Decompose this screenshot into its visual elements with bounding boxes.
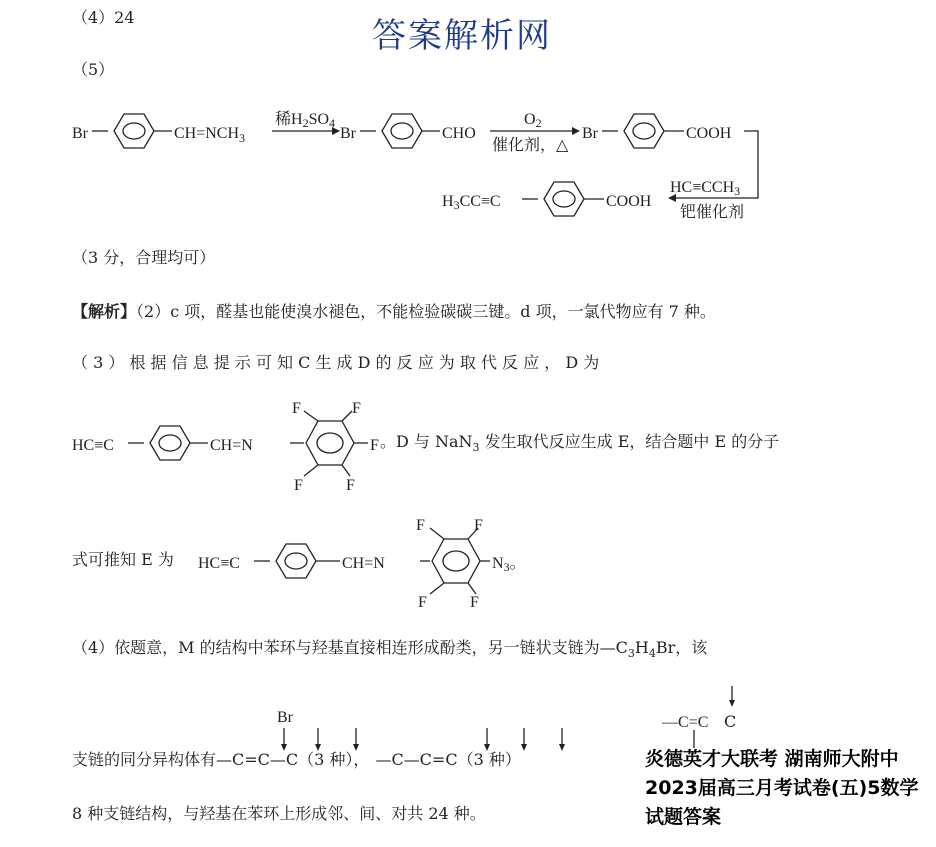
product-left: H3CC≡C: [442, 193, 501, 212]
svg-text:F: F: [470, 594, 479, 611]
benzene-ring-2: [382, 114, 422, 148]
svg-text:F: F: [418, 594, 427, 611]
svg-text:F: F: [292, 400, 301, 417]
benzene-ring-e1: [276, 544, 316, 578]
reagent-2-bottom: 催化剂，△: [492, 137, 569, 154]
reagent-3-top: HC≡CCH3: [670, 179, 741, 198]
reagent-2-top: O2: [524, 111, 542, 130]
isomer-br: Br: [277, 709, 293, 726]
perfluorophenyl-ring-d: [306, 421, 354, 465]
answer-q5: （5）: [72, 60, 115, 79]
analysis-p1-text: （2）c 项，醛基也能使溴水褪色，不能检验碳碳三键。d 项，一氯代物应有 7 种。: [136, 302, 716, 321]
e-line-prefix: 式可推知 E 为: [72, 550, 174, 569]
svg-text:F: F: [346, 477, 355, 494]
analysis-p2: （ 3 ） 根 据 信 息 提 示 可 知 C 生 成 D 的 反 应 为 取 代 反 应 ， D 为: [72, 353, 600, 372]
br-2: Br: [340, 125, 356, 142]
cooh-1: COOH: [686, 125, 732, 142]
isomer-line: 支链的同分异构体有—C=C—C（3 种）， —C—C=C（3 种）: [72, 750, 521, 769]
d-hc: HC≡C: [72, 437, 114, 454]
br-3: Br: [582, 125, 598, 142]
cooh-2: COOH: [606, 193, 652, 210]
benzene-ring-d1: [150, 426, 190, 460]
cho-group: CHO: [442, 125, 476, 142]
svg-text:F: F: [352, 400, 361, 417]
isomer-c-top: C: [724, 712, 737, 731]
perfluorophenyl-ring-e: [432, 539, 480, 583]
imine-group: $CH=NCH_3$: [174, 125, 246, 145]
e-hc: HC≡C: [198, 555, 240, 572]
svg-text:F: F: [474, 517, 483, 534]
d-tail: 。D 与 NaN$_3$ 发生取代反应生成 E，结合题中 E 的分子: [380, 432, 780, 455]
score-note: （3 分，合理均可）: [72, 248, 216, 267]
analysis-p4: （4）依题意，M 的结构中苯环与羟基直接相连形成酚类，另一链状支链为$—C_3H_4Br$，该: [72, 638, 708, 661]
answer-q4: （4）24: [72, 8, 135, 27]
reagent-1: 稀H2SO4: [275, 111, 336, 130]
overlay-caption: 炎德英才大联考 湖南师大附中2023届高三月考试卷(五)5数学试题答案: [645, 748, 919, 828]
benzene-ring-4: [544, 182, 584, 216]
svg-text:F: F: [294, 477, 303, 494]
analysis-last: 8 种支链结构，与羟基在苯环上形成邻、间、对共 24 种。: [72, 804, 486, 823]
svg-text:F: F: [370, 437, 379, 454]
benzene-ring-3: [624, 114, 664, 148]
start-br: Br: [72, 125, 88, 142]
e-ch-n: CH=N: [342, 555, 385, 572]
benzene-ring-1: [114, 114, 154, 148]
d-ch-n: CH=N: [210, 437, 253, 454]
svg-text:F: F: [416, 517, 425, 534]
isomer-chain-3: —C=C: [662, 714, 709, 731]
analysis-label: 【解析】: [72, 302, 137, 321]
analysis-p1: [72, 302, 716, 322]
e-n3: N3。: [492, 555, 526, 574]
watermark-title: 答案解析网: [372, 16, 552, 56]
reagent-3-bottom: 钯催化剂: [680, 204, 745, 221]
